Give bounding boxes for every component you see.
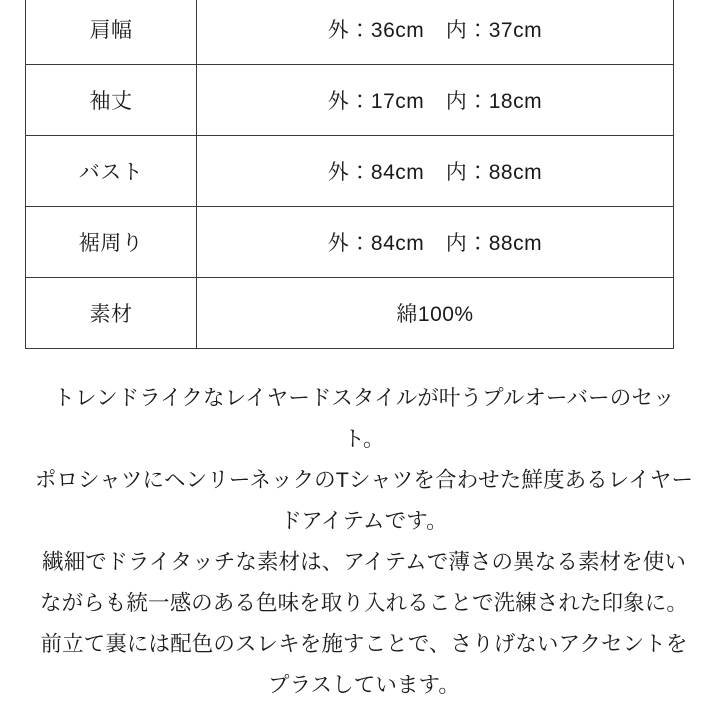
spec-value-cell [197,65,674,136]
spec-label-cell: 袖丈 [26,65,197,136]
spec-value-cell [197,0,674,65]
size-spec-table-container [25,0,673,349]
spec-value-text: 外：36cm 内：37cm [327,19,543,42]
spec-value-text: 綿100% [396,303,474,326]
product-description [0,378,728,706]
description-line: 繊細でドライタッチな素材は、アイテムで薄さの異なる素材を使い [42,550,686,574]
spec-label-cell: 裾周り [26,207,197,278]
description-line: プラスしています。 [267,673,461,697]
table-row [26,278,674,349]
description-line: ポロシャツにヘンリーネックのTシャツを合わせた鮮度あるレイヤー [34,468,694,492]
description-line: ト。 [343,427,385,451]
table-row [26,65,674,136]
description-line: ドアイテムです。 [280,509,448,533]
spec-value-cell [197,278,674,349]
description-line: 前立て裏には配色のスレキを施すことで、さりげないアクセントを [40,632,688,656]
spec-value-cell [197,136,674,207]
spec-value-cell [197,207,674,278]
table-row [26,207,674,278]
description-line: トレンドライクなレイヤードスタイルが叶うプルオーバーのセッ [53,386,675,410]
spec-value-text: 外：17cm 内：18cm [327,90,543,113]
spec-value-text: 外：84cm 内：88cm [327,232,543,255]
spec-label-cell: バスト [26,136,197,207]
spec-value-text: 外：84cm 内：88cm [327,161,543,184]
table-row [26,136,674,207]
size-spec-table [25,0,674,349]
spec-label-cell: 肩幅 [26,0,197,65]
table-row [26,0,674,65]
spec-label-cell: 素材 [26,278,197,349]
description-line: ながらも統一感のある色味を取り入れることで洗練された印象に。 [39,591,688,615]
